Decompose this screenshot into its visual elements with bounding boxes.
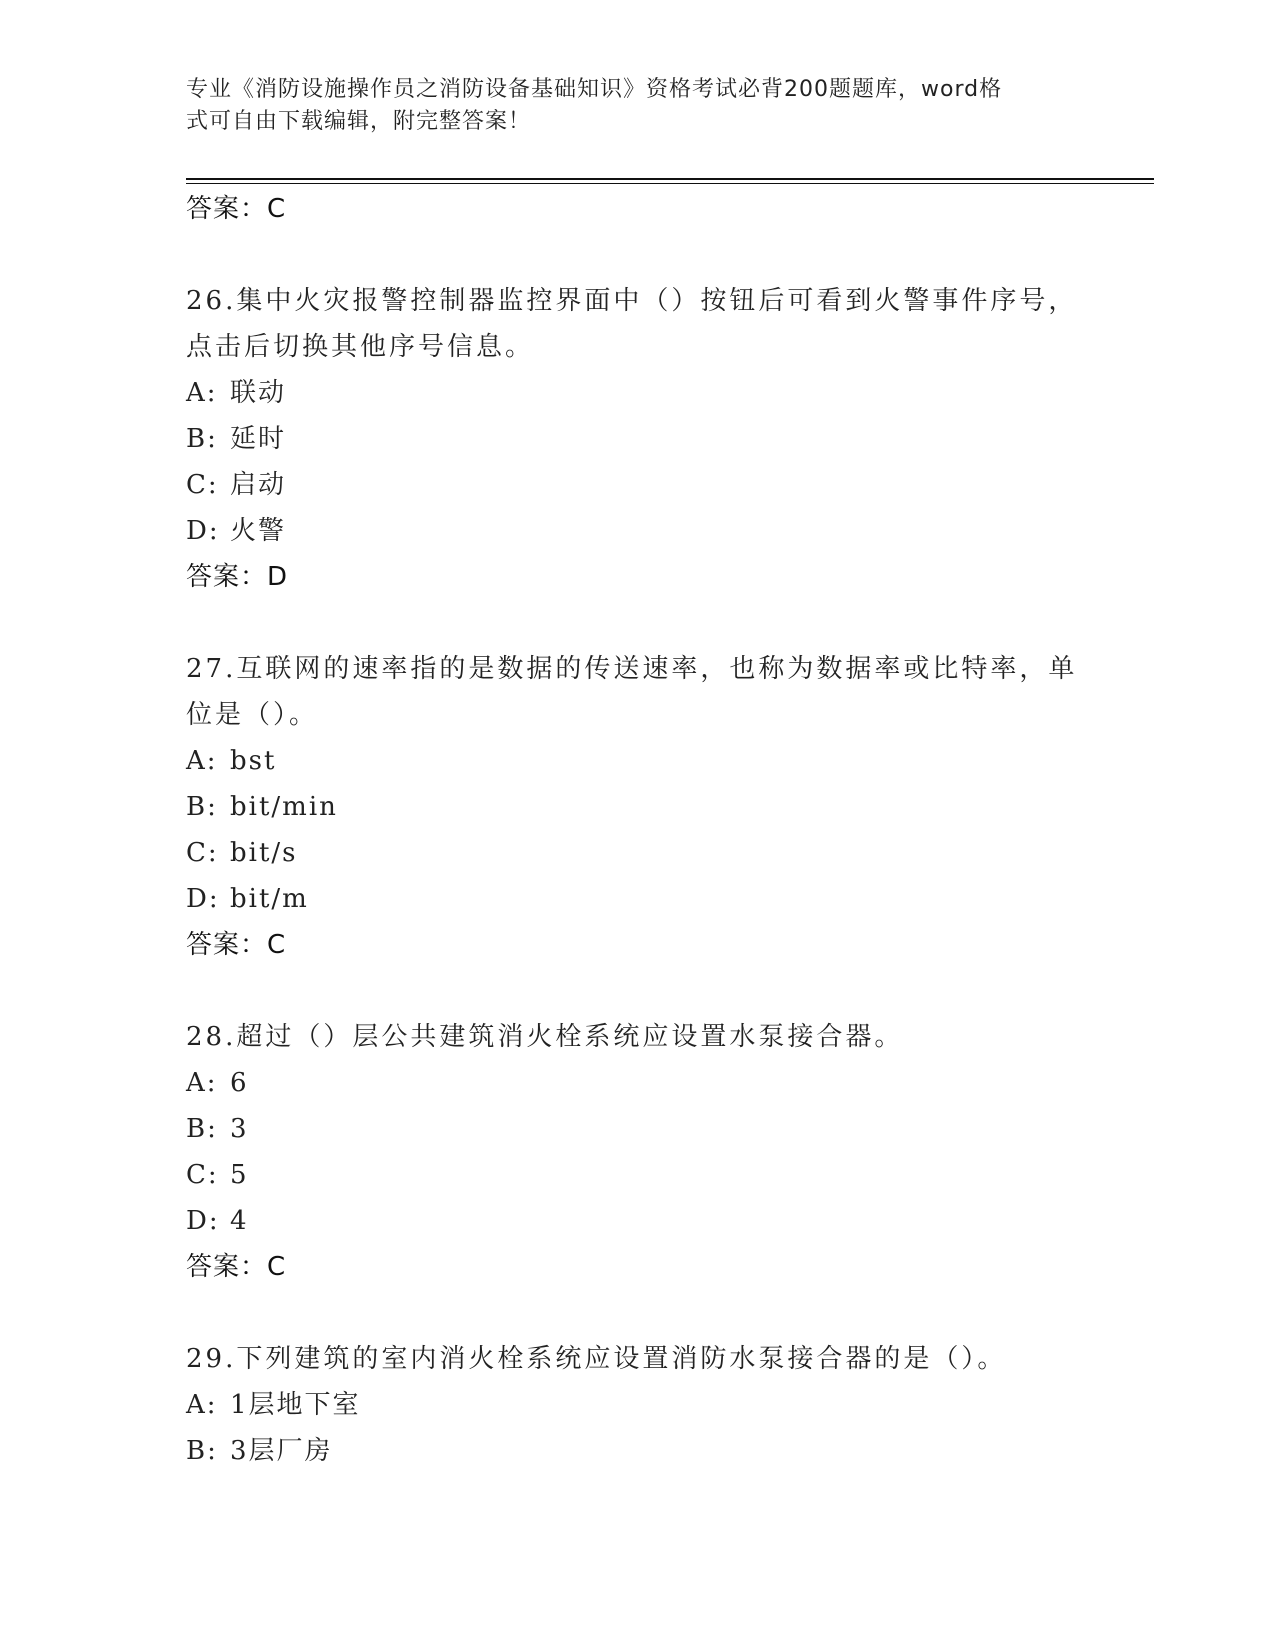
option-text: 联动: [230, 378, 287, 408]
question-text-line: 27.互联网的速率指的是数据的传送速率，也称为数据率或比特率，单: [186, 654, 1078, 684]
option-item: [186, 462, 1086, 508]
option-letter: D:: [186, 884, 220, 914]
option-text: 火警: [230, 516, 287, 546]
option-letter: C:: [186, 1160, 219, 1190]
option-item: [186, 1428, 1086, 1474]
option-text: 启动: [230, 470, 287, 500]
option-letter: C:: [186, 838, 219, 868]
question-spacer: [186, 968, 1086, 1014]
option-text: 6: [230, 1068, 249, 1098]
option-text: 延时: [230, 424, 287, 454]
option-letter: D:: [186, 516, 220, 546]
option-text: bit/min: [230, 792, 338, 822]
option-letter: A:: [186, 1390, 218, 1420]
option-item: [186, 1060, 1086, 1106]
option-letter: B:: [186, 792, 218, 822]
option-item: [186, 416, 1086, 462]
option-item: [186, 1152, 1086, 1198]
option-text: bst: [230, 746, 277, 776]
header-line-1: 专业《消防设施操作员之消防设备基础知识》资格考试必背200题题库，word格: [186, 77, 1003, 102]
question-text-line: 28.超过（）层公共建筑消火栓系统应设置水泵接合器。: [186, 1022, 904, 1052]
question-text-line: 26.集中火灾报警控制器监控界面中（）按钮后可看到火警事件序号，: [186, 286, 1078, 316]
answer-line: 答案：C: [186, 1252, 287, 1282]
option-item: [186, 738, 1086, 784]
question-spacer: [186, 600, 1086, 646]
option-letter: C:: [186, 470, 219, 500]
option-item: [186, 1106, 1086, 1152]
option-text: bit/m: [230, 884, 309, 914]
option-item: [186, 508, 1086, 554]
header-rule-thin: [186, 183, 1154, 184]
option-text: 3层厂房: [230, 1436, 333, 1466]
option-letter: A:: [186, 746, 218, 776]
option-letter: D:: [186, 1206, 220, 1236]
question-block: [186, 1336, 1086, 1474]
option-item: [186, 830, 1086, 876]
question-block: [186, 646, 1086, 968]
option-item: [186, 784, 1086, 830]
question-text-line: 点击后切换其他序号信息。: [186, 332, 535, 362]
option-letter: B:: [186, 1436, 218, 1466]
answer-line: 答案：C: [186, 930, 287, 960]
question-text-line: 29.下列建筑的室内消火栓系统应设置消防水泵接合器的是（）。: [186, 1344, 1007, 1374]
question-spacer: [186, 1290, 1086, 1336]
header-rule-thick: [186, 178, 1154, 180]
option-text: 5: [230, 1160, 249, 1190]
question-spacer: [186, 232, 1086, 278]
question-block: [186, 1014, 1086, 1290]
header-line-2: 式可自由下载编辑，附完整答案！: [186, 109, 532, 134]
option-item: [186, 1198, 1086, 1244]
option-text: bit/s: [230, 838, 298, 868]
question-list: [186, 186, 1086, 1474]
option-item: [186, 370, 1086, 416]
option-letter: B:: [186, 1114, 218, 1144]
document-header: [186, 74, 1066, 138]
option-letter: B:: [186, 424, 218, 454]
answer-line: 答案：D: [186, 562, 289, 592]
option-text: 4: [230, 1206, 249, 1236]
option-letter: A:: [186, 1068, 218, 1098]
question-block: [186, 278, 1086, 600]
answer-line: 答案：C: [186, 194, 287, 224]
option-letter: A:: [186, 378, 218, 408]
option-item: [186, 1382, 1086, 1428]
option-item: [186, 876, 1086, 922]
option-text: 3: [230, 1114, 249, 1144]
question-text-line: 位是（）。: [186, 700, 319, 730]
option-text: 1层地下室: [230, 1390, 361, 1420]
